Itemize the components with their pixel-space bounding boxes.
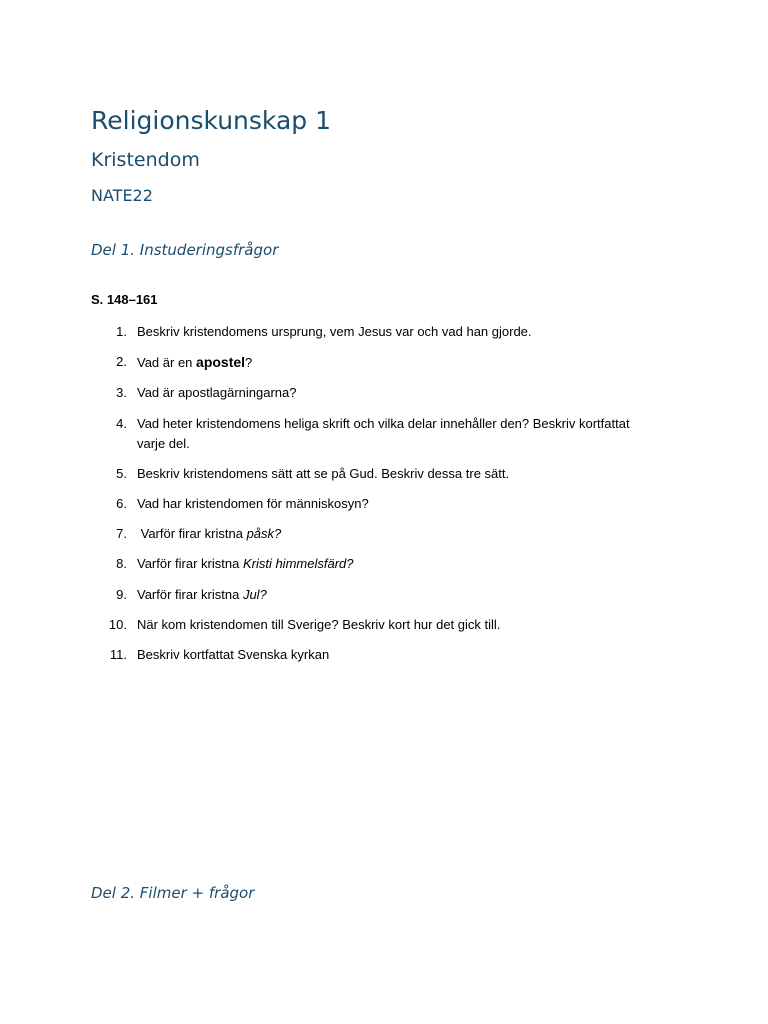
question-emphasis: påsk? xyxy=(246,526,282,542)
question-number: 7. xyxy=(116,526,127,542)
list-item xyxy=(91,414,631,454)
page-range: S. 148–161 xyxy=(91,292,158,307)
list-item xyxy=(91,352,631,373)
question-text: Vad är apostlagärningarna? xyxy=(137,385,297,401)
question-text: Vad har kristendomen för människosyn? xyxy=(137,495,369,511)
list-item xyxy=(91,585,631,605)
question-text-end: ? xyxy=(245,355,253,371)
question-number: 11. xyxy=(109,646,127,662)
question-number: 2. xyxy=(116,354,127,370)
question-number: 5. xyxy=(116,465,127,481)
list-item xyxy=(91,464,631,484)
list-item xyxy=(91,615,631,635)
document-subtitle: Kristendom xyxy=(91,149,200,171)
part1-heading: Del 1. Instuderingsfrågor xyxy=(91,241,279,259)
list-item xyxy=(91,383,631,403)
question-number: 10. xyxy=(108,616,127,632)
question-text: Varför firar kristna xyxy=(137,586,243,602)
question-emphasis: apostel xyxy=(196,354,246,371)
question-text: Varför firar kristna xyxy=(137,526,247,542)
list-item xyxy=(91,645,631,665)
question-emphasis: Jul? xyxy=(242,586,267,602)
question-text: När kom kristendomen till Sverige? Beskriv kort hur det gick till. xyxy=(137,616,501,632)
list-item xyxy=(91,554,631,574)
question-list xyxy=(91,322,631,675)
question-text: Varför firar kristna xyxy=(137,556,243,572)
question-text: Beskriv kortfattat Svenska kyrkan xyxy=(137,646,330,662)
question-number: 4. xyxy=(116,415,127,431)
list-item xyxy=(91,494,631,514)
document-title: Religionskunskap 1 xyxy=(91,106,332,135)
question-emphasis: Kristi himmelsfärd? xyxy=(242,556,354,572)
list-item xyxy=(91,524,631,544)
question-number: 1. xyxy=(116,324,127,339)
part2-heading: Del 2. Filmer + frågor xyxy=(91,884,255,902)
course-code: NATE22 xyxy=(91,186,153,205)
question-text: Beskriv kristendomens ursprung, vem Jesus var och vad han gjorde. xyxy=(137,324,532,339)
question-text: Vad är en xyxy=(137,355,197,371)
question-number: 6. xyxy=(116,495,127,511)
question-number: 3. xyxy=(116,385,127,401)
question-number: 9. xyxy=(116,586,127,602)
list-item xyxy=(91,322,631,342)
question-text: Vad heter kristendomens heliga skrift och vilka delar innehåller den? Beskriv kortfattat varje del. xyxy=(137,415,630,451)
question-text: Beskriv kristendomens sätt att se på Gud. Beskriv dessa tre sätt. xyxy=(137,465,510,481)
question-number: 8. xyxy=(116,556,127,572)
